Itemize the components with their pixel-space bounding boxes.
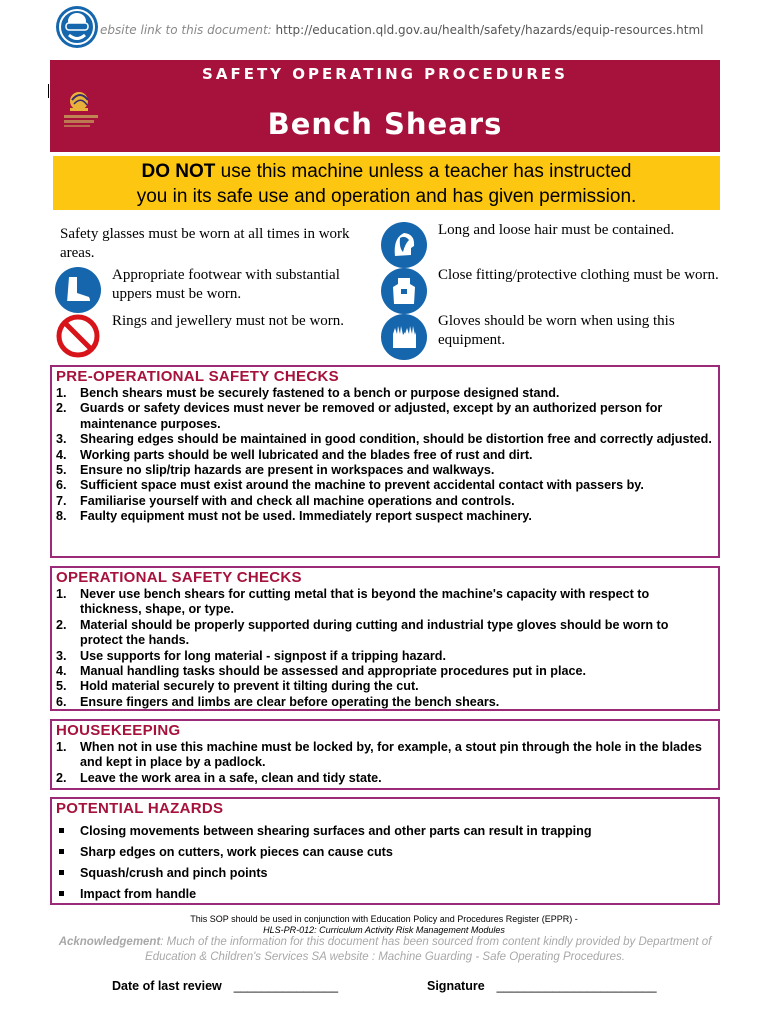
ppe-safety-glasses: Safety glasses must be worn at all times in work areas. [60,226,350,261]
list-item: Squash/crush and pinch points [52,863,718,884]
list-item: 6. Sufficient space must exist around the machine to prevent accidental contact with passers by. [56,478,644,493]
housekeeping-list [52,740,718,786]
operational-list [52,587,718,710]
list-item: 8. Faulty equipment must not be used. Immediately report suspect machinery. [56,509,532,524]
list-item: Sharp edges on cutters, work pieces can cause cuts [52,842,718,863]
gloves-icon [381,314,427,360]
list-item: 4. Manual handling tasks should be assessed and appropriate procedures put in place. [56,664,586,679]
hair-icon [381,222,427,268]
list-item: 2. Leave the work area in a safe, clean and tidy state. [56,770,382,785]
apron-icon [381,268,427,314]
list-item: 4. Working parts should be well lubricated and the blades free of rust and dirt. [56,447,533,462]
list-item: Closing movements between shearing surfaces and other parts can result in trapping [52,821,718,842]
list-item: 7. Familiarise yourself with and check all machine operations and controls. [56,493,515,508]
acknowledgement-text: : Much of the information for this document has been sourced from content kindly provided by Department of Education & Children's Services SA website : Machine Guarding - Safe Operating Procedures. [145,936,712,963]
eppr-note [0,914,768,936]
signature-line: _______________________ [496,979,657,993]
acknowledgement [55,935,715,965]
warning-line-1 [53,159,720,184]
ppe-clothing: Close fitting/protective clothing must be worn. [438,267,719,283]
list-item: Impact from handle [52,884,718,905]
document-link-url: http://education.qld.gov.au/health/safety/hazards/equip-resources.html [275,23,704,37]
hazards-heading: POTENTIAL HAZARDS [56,800,224,817]
pre-operational-heading: PRE-OPERATIONAL SAFETY CHECKS [56,368,339,385]
warning-line-2: you in its safe use and operation and has given permission. [136,186,637,207]
list-item: 3. Use supports for long material - signpost if a tripping hazard. [56,648,446,663]
no-rings-icon [55,313,101,359]
sop-header [50,60,720,152]
list-item: 3. Shearing edges should be maintained in good condition, should be distortion free and correctly adjusted. [56,432,712,447]
list-item: 2. Guards or safety devices must never be removed or adjusted, except by an authorized person for maintenance purposes. [56,401,663,431]
page-title: Bench Shears [267,107,503,141]
ppe-rings: Rings and jewellery must not be worn. [112,313,345,329]
review-date-field[interactable] [112,979,338,993]
housekeeping-heading: HOUSEKEEPING [56,722,181,739]
warning-line-1-text: use this machine unless a teacher has instructed [215,161,632,182]
warning-emphasis: DO NOT [141,161,216,182]
acknowledgement-label: Acknowledgement [58,936,161,948]
pre-operational-list [52,386,718,525]
government-logo [62,88,108,132]
hazards-list [52,821,718,905]
warning-banner [53,156,720,210]
review-date-line: _______________ [233,979,339,993]
potential-hazards [50,797,720,905]
ppe-hair: Long and loose hair must be contained. [438,222,675,238]
ppe-footwear: Appropriate footwear with substantial uppers must be worn. [112,267,340,302]
pre-operational-checks [50,365,720,558]
goggles-icon [56,6,98,48]
ppe-gloves: Gloves should be worn when using this equipment. [438,313,675,348]
signature-label: Signature [427,979,485,993]
list-item: 5. Ensure no slip/trip hazards are present in workspaces and walkways. [56,463,495,478]
operational-heading: OPERATIONAL SAFETY CHECKS [56,569,302,586]
signature-field[interactable] [427,979,657,993]
header-subtitle: SAFETY OPERATING PROCEDURES [202,65,568,83]
document-link[interactable] [100,23,704,37]
list-item: 1. Never use bench shears for cutting metal that is beyond the machine's capacity with respect to thickness, shape, or type. [56,587,650,617]
list-item: 1. Bench shears must be securely fastened to a bench or purpose designed stand. [56,386,560,400]
list-item: 1. When not in use this machine must be locked by, for example, a stout pin through the hole in the blades and kept in place by a padlock. [56,740,702,770]
document-link-label: ebsite link to this document: [100,23,272,37]
boot-icon [55,267,101,313]
eppr-note-line-1: This SOP should be used in conjunction with Education Policy and Procedures Register (EPPR) - [190,914,578,924]
top-link-bar [56,6,756,46]
margin-mark [48,84,49,98]
operational-checks [50,566,720,711]
list-item: 2. Material should be properly supported during cutting and industrial type gloves should be worn to protect the hands. [56,617,669,648]
list-item: 5. Hold material securely to prevent it tilting during the cut. [56,679,419,694]
housekeeping [50,719,720,790]
list-item: 6. Ensure fingers and limbs are clear before operating the bench shears. [56,694,500,709]
eppr-note-line-2: HLS-PR-012: Curriculum Activity Risk Management Modules [263,925,505,935]
review-date-label: Date of last review [112,979,222,993]
